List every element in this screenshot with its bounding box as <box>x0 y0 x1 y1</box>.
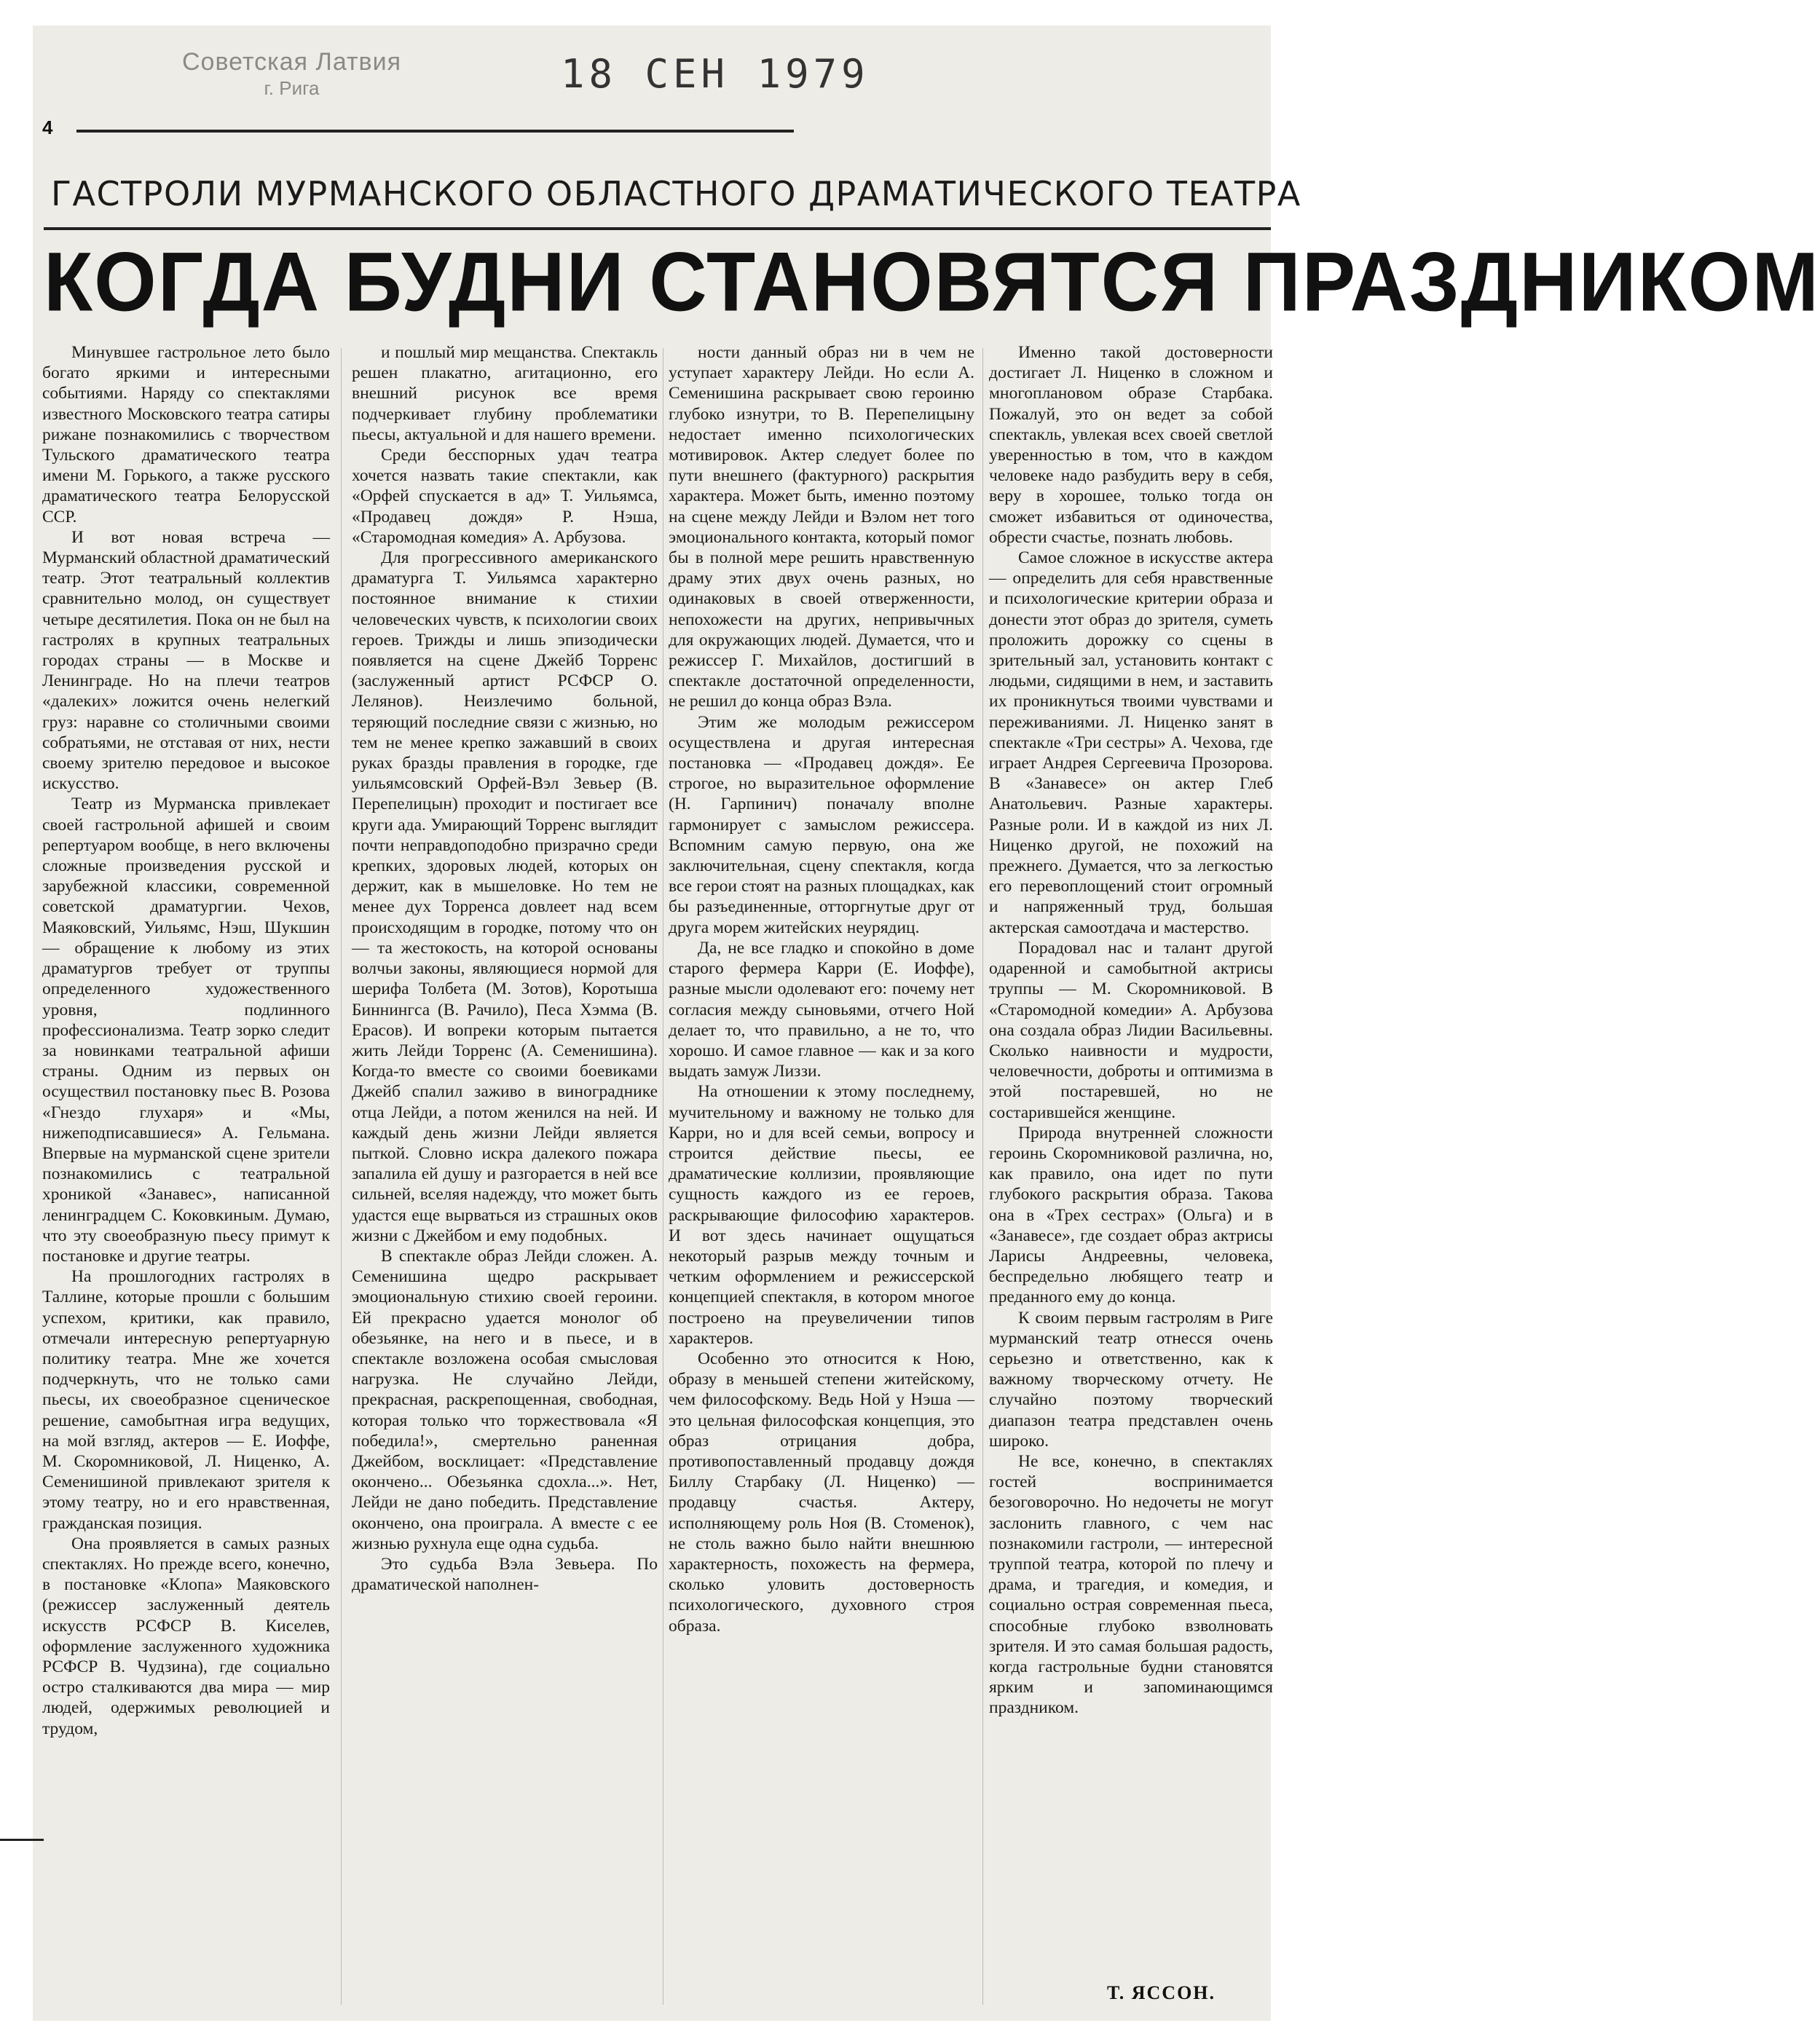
article-column-2 <box>352 342 658 2010</box>
rubric-divider <box>44 227 1271 230</box>
article-paragraph: Природа внутренней сложности героинь Скоромниковой различна, но, как правило, она идет по пути глубокого раскрытия образа. Такова она в «Трех сестрах» (Ольга) и в «Занавесе», где создает образ актрисы Ларисы Андреевны, человека, беспредельно любящего театр и преданного ему до конца. <box>989 1123 1273 1307</box>
edge-mark <box>0 1839 44 1841</box>
article-paragraph: И вот новая встреча — Мурманский областной драматический театр. Этот театральный коллектив сравнительно молод, он существует четыре десятилетия. Пока он не был на гастролях в крупных театральных городах страны — в Москве и Ленинграде. Но на плечи театров «далеких» ложится очень нелегкий груз: наравне со столичными своими собратьями, не отставая от них, нести своему зрителю передовое и высокое искусство. <box>42 527 330 794</box>
section-rubric: ГАСТРОЛИ МУРМАНСКОГО ОБЛАСТНОГО ДРАМАТИЧЕСКОГО ТЕАТРА <box>51 174 1301 213</box>
author-signature: Т. ЯССОН. <box>1107 1982 1216 2003</box>
article-paragraph: Не все, конечно, в спектаклях гостей воспринимается безоговорочно. Но недочеты не могут заслонить главного, с чем нас познакомили гастроли, — интересной труппой театра, которой по плечу и драма, и трагедия, и комедия, и социально острая современная пьеса, способные глубоко взволновать зрителя. И это самая большая радость, когда гастрольные будни становятся ярким и запоминающимся праздником. <box>989 1451 1273 1718</box>
article-paragraph: Для прогрессивного американского драматурга Т. Уильямса характерно постоянное внимание к стихии человеческих чувств, к психологии своих героев. Трижды и лишь эпизодически появляется на сцене Джейб Торренс (заслуженный артист РСФСР О. Лелянов). Неизлечимо больной, теряющий последние связи с жизнью, но тем не менее крепко зажавший в своих руках бразды правления в городке, где уильямсовский Орфей-Вэл Зевьер (В. Перепелицын) проходит и постигает все круги ада. Умирающий Торренс выглядит почти неправдоподобно призрачно среди крепких, здоровых людей, которых он держит, как в мышеловке. Но тем не менее дух Торренса довлеет над всем происходящим в городке, потому что он — та жестокость, на которой основаны волчьи законы, являющиеся нормой для шерифа Толбета (М. Зотов), Коротыша Биннингса (В. Рачило), Песа Хэмма (В. Ерасов). И вопреки которым пытается жить Лейди Торренс (А. Семенишина). Когда-то вместе со своими боевиками Джейб спалил заживо в винограднике отца Лейди, а потом женился на ней. И каждый день жизни Лейди является пыткой. Словно искра далекого пожара запалила ей душу и разгорается в ней все сильней, вселяя надежду, что может быть удастся еще вырваться из страшных оков жизни с Джейбом и ему подобных. <box>352 548 658 1245</box>
newspaper-city: г. Рига <box>264 76 320 99</box>
article-paragraph: На прошлогодних гастролях в Таллине, которые прошли с большим успехом, критики, как правило, отмечали интересную репертуарную политику театра. Мне же хочется подчеркнуть, что не только сами пьесы, их своеобразное сценическое решение, самобытная игра ведущих, на мой взгляд, актеров — Е. Иоффе, М. Скоромниковой, Л. Ниценко, А. Семенишиной привлекают зрителя к этому театру, но и его нравственная, гражданская позиция. <box>42 1267 330 1533</box>
article-paragraph: В спектакле образ Лейди сложен. А. Семенишина щедро раскрывает эмоциональную стихию своей героини. Ей прекрасно удается монолог об обезьянке, на него и в пьесе, и в спектакле возложена особая смысловая нагрузка. Не случайно Лейди, прекрасная, раскрепощенная, свободная, которая только что торжествовала «Я победила!», смертельно раненная Джейбом, восклицает: «Представление окончено... Обезьянка сдохла...». Нет, Лейди не дано победить. Представление окончено, она проиграла. А вместе с ее жизнью рухнула еще одна судьба. <box>352 1246 658 1553</box>
article-paragraph: Порадовал нас и талант другой одаренной и самобытной актрисы труппы — М. Скоромниковой. В «Старомодной комедии» А. Арбузова она создала образ Лидии Васильевны. Сколько наивности и мудрости, человечности, доброты и оптимизма в этой постаревшей, но не состарившейся женщине. <box>989 938 1273 1122</box>
newspaper-name: Советская Латвия <box>182 48 402 76</box>
article-paragraph: Минувшее гастрольное лето было богато яркими и интересными событиями. Наряду со спектаклями известного Московского театра сатиры рижане познакомились с творчеством Тульского драматического театра имени М. Горького, а также русского драматического театра Белорусской ССР. <box>42 343 330 526</box>
article-column-1 <box>42 342 330 2010</box>
article-paragraph: Этим же молодым режиссером осуществлена и другая интересная постановка — «Продавец дождя». Ее строгое, но выразительное оформление (Н. Гарпинич) поначалу вполне гармонирует с замыслом режиссера. Вспомним самую первую, она же заключительная, сцену спектакля, когда все герои стоят на разных площадках, как бы разъединенные, отторгнутые друг от друга морем житейских неурядиц. <box>669 712 974 937</box>
article-column-3 <box>669 342 974 2010</box>
article-paragraph: Особенно это относится к Ною, образу в меньшей степени житейскому, чем философскому. Ведь Ной у Нэша — это цельная философская концепция, это образ отрицания добра, противопоставленный продавцу дождя Биллу Старбаку (Л. Ниценко) — продавцу счастья. Актеру, исполняющему роль Ноя (В. Стоменок), не столь важно было найти внешнюю характерность, похожесть на фермера, сколько уловить достоверность психологического, духовного строя образа. <box>669 1349 974 1636</box>
article-body <box>42 342 1273 2010</box>
date-stamp: 18 СЕН 1979 <box>561 51 870 97</box>
article-paragraph: Это судьба Вэла Зевьера. По драматической наполнен- <box>352 1554 658 1595</box>
article-paragraph: ности данный образ ни в чем не уступает характеру Лейди. Но если А. Семенишина раскрывает свою героиню глубоко изнутри, то В. Перепелицыну недостает именно психологических мотивировок. Актер следует более по пути внешнего (фактурного) раскрытия характера. Может быть, именно поэтому на сцене между Лейди и Вэлом нет того эмоционального контакта, который помог бы в полной мере решить нравственную драму этих двух очень разных, но одинаковых в своей отверженности, непохожести на других, непривычных для окружающих людей. Думается, что и режиссер Г. Михайлов, достигший в спектакле достаточной определенности, не решил до конца образ Вэла. <box>669 343 974 711</box>
article-paragraph: Самое сложное в искусстве актера — определить для себя нравственные и психологические критерии образа и донести этот образ до зрителя, суметь проложить дорожку со сцены в зрительный зал, установить контакт с людьми, сидящими в нем, и заставить их проникнуться твоими чувствами и переживаниями. Л. Ниценко занят в спектакле «Три сестры» А. Чехова, где играет Андрея Сергеевича Прозорова. В «Занавесе» он актер Глеб Анатольевич. Разные характеры. Разные роли. И в каждой из них Л. Ниценко другой, не похожий на прежнего. Думается, что за легкостью его перевоплощений стоит огромный и напряженный труд, большая актерская самоотдача и мастерство. <box>989 548 1273 937</box>
article-paragraph: Да, не все гладко и спокойно в доме старого фермера Карри (Е. Иоффе), разные мысли одолевают его: почему нет согласия между сыновьями, отчего Ной делает то, что правильно, а не то, что хорошо. И самое главное — как и за кого выдать замуж Лиззи. <box>669 938 974 1081</box>
article-paragraph: На отношении к этому последнему, мучительному и важному не только для Карри, но и для всей семьи, вопросу и строится действие пьесы, ее драматические коллизии, проявляющие сущность каждого из ее героев, раскрывающие философию характеров. И вот здесь начинает ощущаться некоторый разрыв между точным и четким оформлением и режиссерской концепцией спектакля, в котором многое построено на преувеличении типов характеров. <box>669 1082 974 1348</box>
page-number: 4 <box>42 117 53 138</box>
article-paragraph: К своим первым гастролям в Риге мурманский театр отнесся очень серьезно и ответственно, как к важному творческому отчету. Не случайно поэтому творческий диапазон театра представлен очень широко. <box>989 1308 1273 1451</box>
article-paragraph: и пошлый мир мещанства. Спектакль решен плакатно, агитационно, его внешний рисунок все время подчеркивает глубину проблематики пьесы, актуальной и для нашего времени. <box>352 343 658 444</box>
article-paragraph: Театр из Мурманска привлекает своей гастрольной афишей и своим репертуаром вообще, в него включены сложные произведения русской и зарубежной классики, современной советской драматургии. Чехов, Маяковский, Уильямс, Нэш, Шукшин — обращение к любому из этих драматургов требует от труппы определенного художественного уровня, подлинного профессионализма. Театр зорко следит за новинками театральной афиши страны. Одним из первых он осуществил постановку пьес В. Розова «Гнездо глухаря» и «Мы, нижеподписавшиеся» А. Гельмана. Впервые на мурманской сцене зрители познакомились с театральной хроникой «Занавес», написанной ленинградцем С. Коковкиным. Думаю, что эту своеобразную пьесу примут к постановке и другие театры. <box>42 794 330 1266</box>
article-headline: КОГДА БУДНИ СТАНОВЯТСЯ ПРАЗДНИКОМ <box>44 234 1820 329</box>
top-divider <box>76 130 794 133</box>
newspaper-stamp <box>182 47 401 100</box>
article-column-4 <box>989 342 1273 2010</box>
article-paragraph: Именно такой достоверности достигает Л. Ниценко в сложном и многоплановом образе Старбака. Пожалуй, это он ведет за собой спектакль, увлекая всех своей светлой уверенностью в том, что в каждом человеке надо разбудить веру в себя, веру в хорошее, только тогда он сможет избавиться от одиночества, обрести счастье, познать любовь. <box>989 343 1273 547</box>
article-paragraph: Среди бесспорных удач театра хочется назвать такие спектакли, как «Орфей спускается в ад» Т. Уильямса, «Продавец дождя» Р. Нэша, «Старомодная комедия» А. Арбузова. <box>352 446 658 547</box>
article-paragraph: Она проявляется в самых разных спектаклях. Но прежде всего, конечно, в постановке «Клопа» Маяковского (режиссер заслуженный деятель искусств РСФСР В. Киселев, оформление заслуженного художника РСФСР В. Чудзина), где социально остро сталкиваются два мира — мир людей, одержимых революцией и трудом, <box>42 1534 330 1738</box>
